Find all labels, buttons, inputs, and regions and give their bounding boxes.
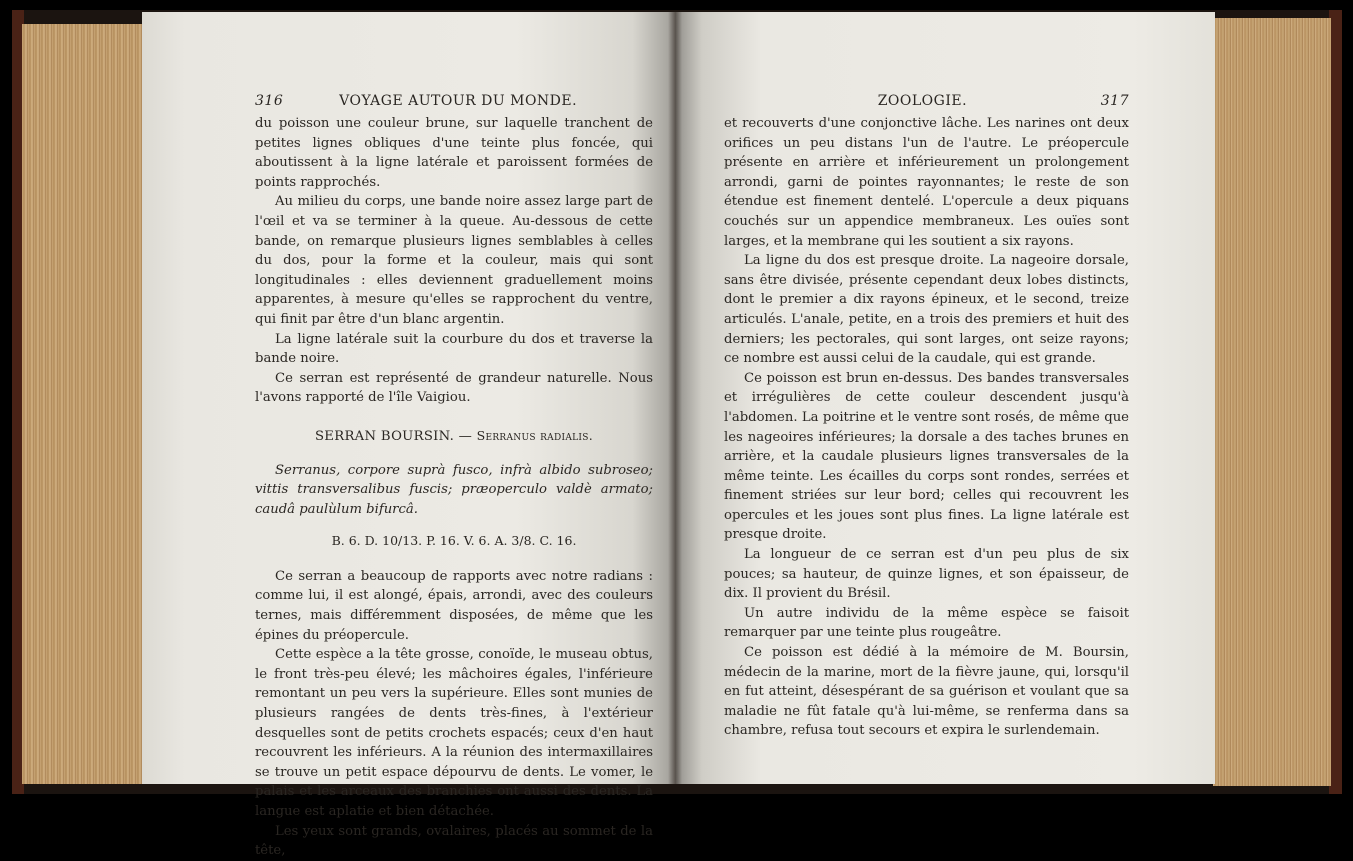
- section-heading-french: SERRAN BOURSIN. —: [314, 428, 477, 444]
- section-heading: [255, 426, 653, 447]
- right-page-text: [724, 92, 1129, 741]
- paragraph: Les yeux sont grands, ovalaires, placés au sommet de la tête,: [255, 823, 653, 859]
- paragraph: et recouverts d'une conjonctive lâche. Les narines ont deux orifices un peu distans l'un de l'autre. Le préopercule présente en arrière et inférieurement un prolongement arrondi, garni de pointes rayonnantes; le reste de son étendue est finement dentelé. L'opercule a deux piquans couchés sur un appendice membraneux. Les ouïes sont larges, et la membrane qui les soutient a six rayons.: [724, 116, 1129, 249]
- paragraph: Ce poisson est brun en-dessus. Des bandes transversales et irrégulières de cette couleur descendent jusqu'à l'abdomen. La poitrine et le ventre sont rosés, de même que les nageoires inférieures; la dorsale a des taches brunes en arrière, et la caudale plusieurs lignes transversales de la même teinte. Les écailles du corps sont rondes, serrées et finement striées sur leur bord; celles qui recouvrent les opercules et les joues sont plus fines. La ligne latérale est presque droite.: [724, 370, 1129, 543]
- paragraph: Ce serran a beaucoup de rapports avec notre radians : comme lui, il est alongé, épais, arrondi, avec des couleurs ternes, mais différemment disposées, de même que les épines du préopercule.: [255, 568, 653, 643]
- page-edges-right: [1213, 18, 1331, 786]
- right-page-number: 317: [1100, 93, 1129, 109]
- book-gutter: [668, 12, 682, 784]
- left-page-text: [255, 92, 653, 861]
- latin-description: Serranus, corpore suprà fusco, infrà albido subroseo; vittis transversalibus fuscis; præoperculo valdè armato; caudâ paulùlum bifurcâ.: [255, 462, 653, 517]
- paragraph: La ligne du dos est presque droite. La nageoire dorsale, sans être divisée, présente cependant deux lobes distincts, dont le premier a dix rayons épineux, et le second, treize articulés. L'anale, petite, en a trois des premiers et huit des derniers; les pectorales, qui sont larges, ont seize rayons; ce nombre est aussi celui de la caudale, qui est grande.: [724, 253, 1129, 367]
- fin-formula: B. 6. D. 10/13. P. 16. V. 6. A. 3/8. C. 16.: [331, 533, 577, 549]
- left-page-number: 316: [255, 93, 284, 109]
- paragraph: Ce serran est représenté de grandeur naturelle. Nous l'avons rapporté de l'île Vaigiou.: [255, 370, 653, 406]
- paragraph: La ligne latérale suit la courbure du dos et traverse la bande noire.: [255, 331, 653, 367]
- paragraph: Cette espèce a la tête grosse, conoïde, le museau obtus, le front très-peu élevé; les mâchoires égales, l'inférieure remontant un peu vers la supérieure. Elles sont munies de plusieurs rangées de dents très-fines, à l'extérieur desquelles sont de petits crochets espacés; ceux d'en haut recouvrent les inférieurs. A la réunion des intermaxillaires se trouve un petit espace dépourvu de dents. Le vomer, le palais et les arceaux des branchies ont aussi des dents. La langue est aplatie et bien détachée.: [255, 647, 653, 819]
- right-running-head: [724, 92, 1129, 114]
- paragraph: Au milieu du corps, une bande noire assez large part de l'œil et va se terminer à la queue. Au-dessous de cette bande, on remarque plusieurs lignes semblables à celles du dos, pour la forme et la couleur, mais qui sont longitudinales : elles deviennent graduellement moins apparentes, à mesure qu'elles se rapprochent du ventre, qui finit par être d'un blanc argentin.: [255, 194, 653, 327]
- left-running-title: VOYAGE AUTOUR DU MONDE.: [339, 93, 578, 109]
- paragraph: Ce poisson est dédié à la mémoire de M. Boursin, médecin de la marine, mort de la fièvre jaune, qui, lorsqu'il en fut atteint, désespérant de sa guérison et voulant que sa maladie ne fût fatale qu'à lui-même, se renferma dans sa chambre, refusa tout secours et expira le surlendemain.: [724, 645, 1129, 739]
- page-edges-left: [22, 24, 142, 784]
- left-running-head: [255, 92, 653, 114]
- right-running-title: ZOOLOGIE.: [877, 93, 968, 109]
- paragraph: La longueur de ce serran est d'un peu plus de six pouces; sa hauteur, de quinze lignes, et son épaisseur, de dix. Il provient du Brésil.: [724, 547, 1129, 602]
- paragraph: Un autre individu de la même espèce se faisoit remarquer par une teinte plus rougeâtre.: [724, 605, 1129, 641]
- section-heading-latin: Serranus radialis.: [476, 427, 594, 443]
- paragraph: du poisson une couleur brune, sur laquelle tranchent de petites lignes obliques d'une teinte plus foncée, qui aboutissent à la ligne latérale et paroissent formées de points rapprochés.: [255, 116, 653, 190]
